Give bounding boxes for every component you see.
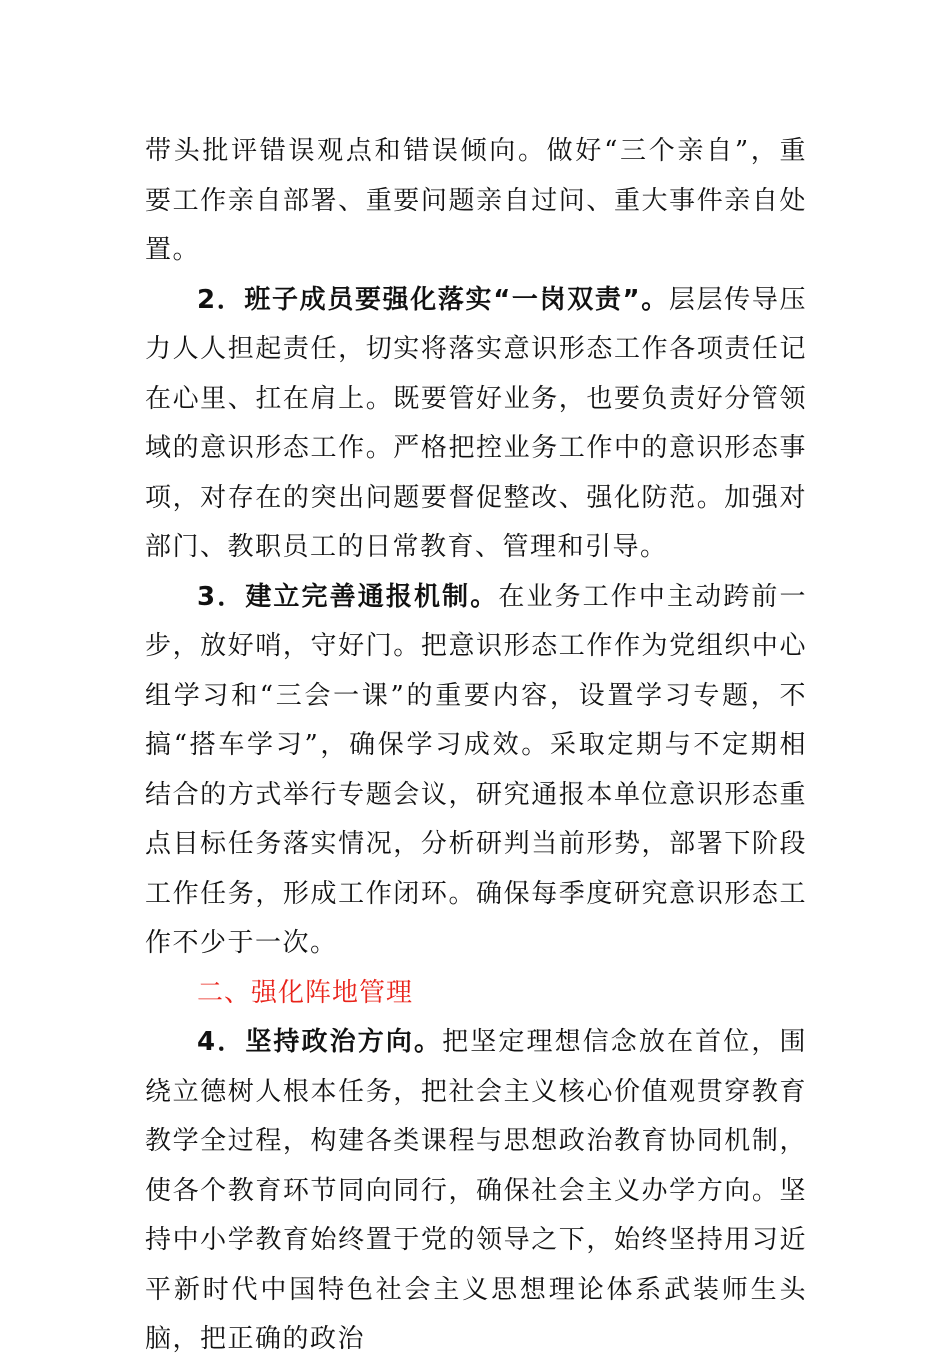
paragraph-lead: 2．班子成员要强化落实“一岗双责”。: [197, 284, 669, 315]
paragraph-lead: 4．坚持政治方向。: [197, 1027, 443, 1057]
section-heading: 二、强化阵地管理: [197, 977, 414, 1008]
paragraph-continuation: [145, 127, 807, 276]
paragraph-text: 在业务工作中主动跨前一步，放好哨，守好门。把意识形态工作作为党组织中心组学习和“三会一课”的重要内容，设置学习专题，不搞“搭车学习”，确保学习成效。采取定期与不定期相结合的方式举行专题会议，研究通报本单位意识形态重点目标任务落实情况，分析研判当前形势，部署下阶段工作任务，形成工作闭环。确保每季度研究意识形态工作不少于一次。: [145, 581, 807, 958]
paragraph-item-2: [145, 276, 807, 573]
paragraph-text: 层层传导压力人人担起责任，切实将落实意识形态工作各项责任记在心里、扛在肩上。既要管好业务，也要负责好分管领域的意识形态工作。严格把控业务工作中的意识形态事项，对存在的突出问题要督促整改、强化防范。加强对部门、教职员工的日常教育、管理和引导。: [145, 284, 807, 562]
document-body: [145, 127, 807, 1365]
paragraph-text: 把坚定理想信念放在首位，围绕立德树人根本任务，把社会主义核心价值观贯穿教育教学全过程，构建各类课程与思想政治教育协同机制，使各个教育环节同向同行，确保社会主义办学方向。坚持中小学教育始终置于党的领导之下，始终坚持用习近平新时代中国特色社会主义思想理论体系武装师生头脑，把正确的政治: [145, 1027, 807, 1354]
paragraph-item-3: [145, 573, 807, 969]
paragraph-lead: 3．建立完善通报机制。: [197, 581, 499, 612]
paragraph-text: 带头批评错误观点和错误倾向。做好“三个亲自”，重要工作亲自部署、重要问题亲自过问、重大事件亲自处置。: [145, 136, 807, 265]
paragraph-item-4: [145, 1018, 807, 1365]
